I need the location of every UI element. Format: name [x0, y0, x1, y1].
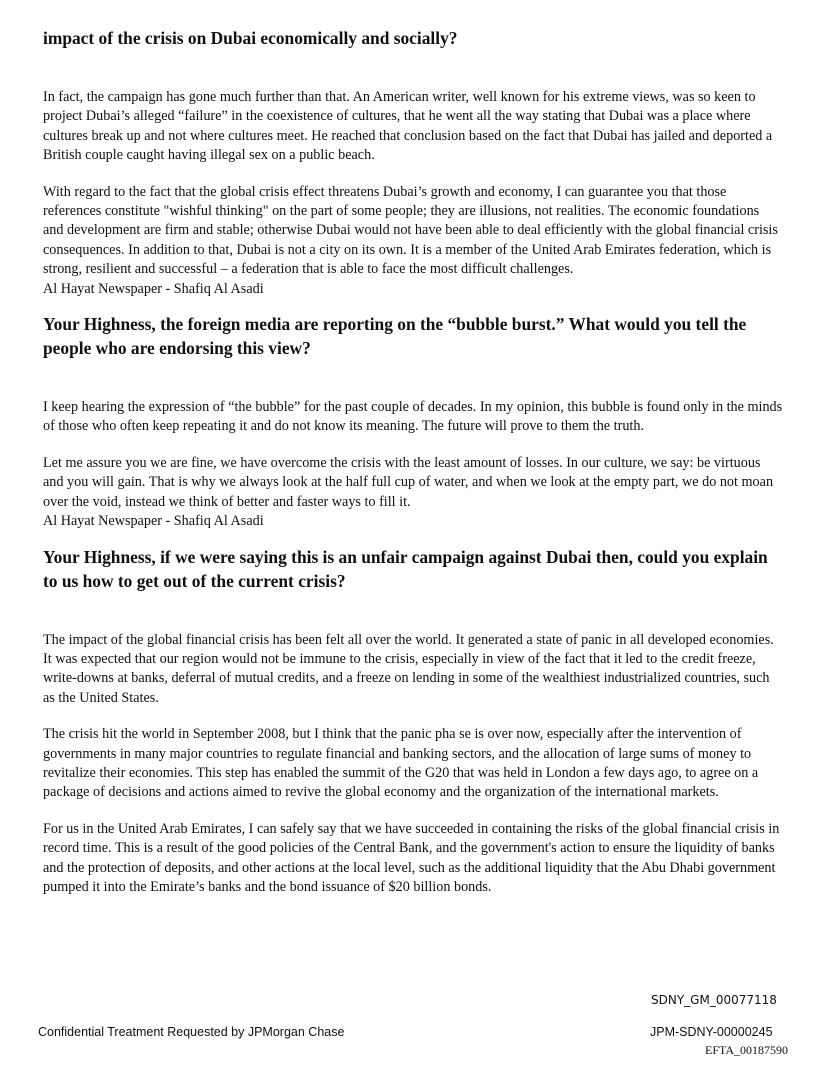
- section-heading: Your Highness, if we were saying this is an unfair campaign against Dubai then, could you explain to us how to get out of the current crisis?: [43, 546, 768, 591]
- body-paragraph: For us in the United Arab Emirates, I can safely say that we have succeeded in containing the risks of the global financial crisis in record time. This is a result of the good policies of the Central Bank, and the government's action to ensure the liquidity of banks and the protection of deposits, and other actions at the local level, such as the additional liquidity that the Abu Dhabi government pumped it into the Emirate’s banks and the bond issuance of $20 billion bonds.: [43, 820, 780, 895]
- body-paragraph: I keep hearing the expression of “the bubble” for the past couple of decades. In my opinion, this bubble is found only in the minds of those who often keep repeating it and do not know its meaning. The future will prove to them the truth.: [43, 399, 783, 435]
- bates-stamp-efta: EFTA_00187590: [705, 1043, 789, 1057]
- source-attribution: Al Hayat Newspaper - Shafiq Al Asadi: [43, 513, 264, 530]
- bates-stamp-sdny-gm: SDNY_GM_00077118: [651, 993, 777, 1007]
- document-body: [43, 26, 783, 897]
- section-heading: impact of the crisis on Dubai economically and socially?: [43, 28, 458, 48]
- body-paragraph: In fact, the campaign has gone much further than that. An American writer, well known for his extreme views, was so keen to project Dubai’s alleged “failure” in the coexistence of cultures, that he went all the way stating that Dubai was a place where cultures break up and not where cultures meet. He reached that conclusion based on the fact that Dubai has jailed and deported a British couple caught having illegal sex on a public beach.: [43, 89, 773, 164]
- body-paragraph: Let me assure you we are fine, we have overcome the crisis with the least amount of losses. In our culture, we say: be virtuous and you will gain. That is why we always look at the half full cup of water, and when we look at the empty part, we do not moan over the void, instead we think of better and faster ways to fill it.: [43, 454, 774, 510]
- section-heading: Your Highness, the foreign media are reporting on the “bubble burst.” What would you tell the people who are endorsing this view?: [43, 314, 747, 359]
- body-paragraph: The impact of the global financial crisis has been felt all over the world. It generated a state of panic in all developed economies. It was expected that our region would not be immune to the crisis, especially in view of the fact that it led to the credit freeze, write-downs at banks, deferral of mutual credits, and a freeze on lending in some of the wealthiest industrialized countries, such as the United States.: [43, 631, 774, 706]
- body-paragraph: The crisis hit the world in September 2008, but I think that the panic pha se is over now, especially after the intervention of governments in many major countries to regulate financial and banking sectors, and the allocation of large sums of money to revitalize their economies. This step has enabled the summit of the G20 that was held in London a few days ago, to agree on a package of decisions and actions aimed to revive the global economy and the organization of the international markets.: [43, 726, 759, 801]
- bates-stamp-jpm-sdny: JPM-SDNY-00000245: [650, 1025, 773, 1039]
- confidential-footer: Confidential Treatment Requested by JPMorgan Chase: [38, 1025, 345, 1039]
- source-attribution: Al Hayat Newspaper - Shafiq Al Asadi: [43, 280, 264, 297]
- body-paragraph: With regard to the fact that the global crisis effect threatens Dubai’s growth and economy, I can guarantee you that those references constitute "wishful thinking" on the part of some people; they are illusions, not realities. The economic foundations and development are firm and stable; otherwise Dubai would not have been able to deal efficiently with the global financial crisis consequences. In addition to that, Dubai is not a city on its own. It is a member of the United Arab Emirates federation, which is strong, resilient and successful – a federation that is able to face the most difficult challenges.: [43, 183, 778, 278]
